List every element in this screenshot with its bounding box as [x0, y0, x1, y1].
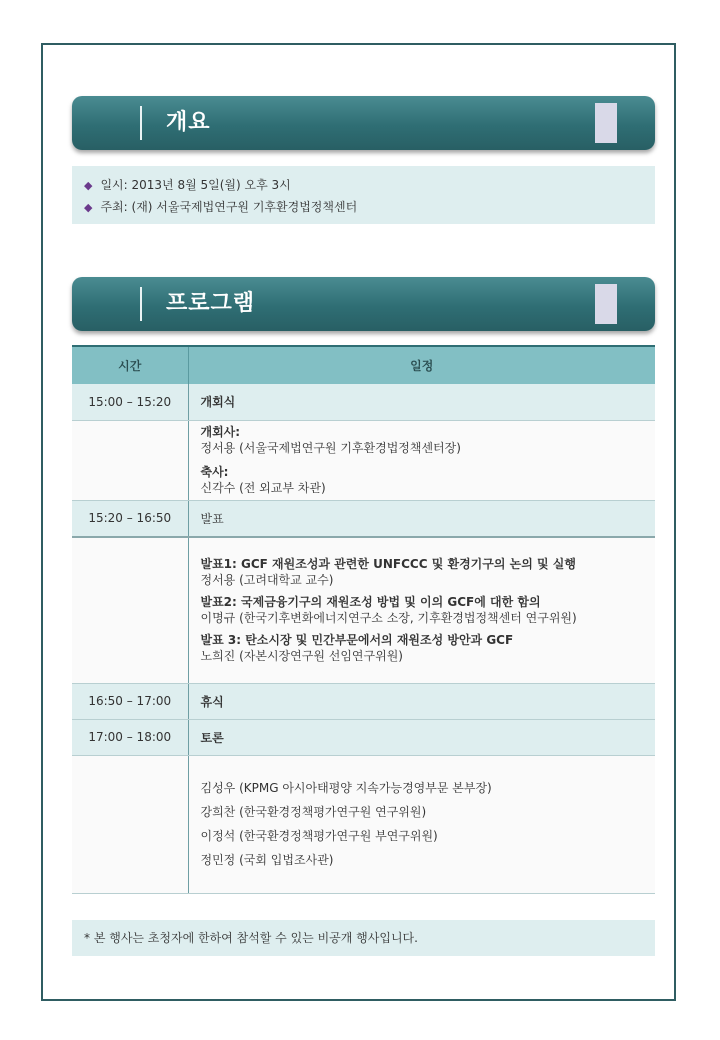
time-cell: 15:00 – 15:20 [72, 384, 188, 420]
overview-box [72, 166, 655, 224]
time-cell: 15:20 – 16:50 [72, 500, 188, 537]
program-title: 프로그램 [166, 291, 256, 316]
header-divider [140, 106, 142, 140]
panelist: 강희찬 (한국환경정책평가연구원 연구위원) [200, 805, 427, 819]
time-cell [72, 420, 188, 500]
session-title: 개회식 [188, 384, 655, 420]
overview-item-date: ◆ 일시: 2013년 8월 5일(월) 오후 3시 [84, 178, 291, 192]
table-row [72, 420, 655, 500]
time-cell: 17:00 – 18:00 [72, 719, 188, 755]
table-row [72, 719, 655, 755]
schedule-column-header: 일정 [188, 346, 655, 384]
presentation-1-title: 발표1: GCF 재원조성과 관련한 UNFCCC 및 환경기구의 논의 및 실행 [200, 557, 576, 572]
congrats-speaker: 신각수 (전 외교부 차관) [200, 481, 326, 495]
presentation-3-speaker: 노희진 (자본시장연구원 선임연구위원) [200, 649, 403, 664]
presentation-3-title: 발표 3: 탄소시장 및 민간부문에서의 재원조성 방안과 GCF [200, 633, 514, 648]
diamond-bullet-icon: ◆ [84, 201, 93, 214]
time-cell: 16:50 – 17:00 [72, 683, 188, 719]
header-tab-decoration [595, 103, 617, 143]
table-header-row [72, 346, 655, 384]
table-row [72, 755, 655, 893]
panel-details [188, 755, 655, 893]
overview-section-header [72, 96, 655, 150]
opening-details [188, 420, 655, 500]
table-row [72, 384, 655, 420]
panelist: 김성우 (KPMG 아시아태평양 지속가능경영부문 본부장) [200, 781, 492, 795]
panelist: 이정석 (한국환경정책평가연구원 부연구위원) [200, 829, 438, 843]
time-column-header: 시간 [72, 346, 188, 384]
presentations-details [188, 537, 655, 683]
overview-title: 개요 [166, 110, 211, 135]
session-title: 휴식 [188, 683, 655, 719]
presentation-2-speaker: 이명규 (한국기후변화에너지연구소 소장, 기후환경법정책센터 연구위원) [200, 611, 577, 626]
diamond-bullet-icon: ◆ [84, 179, 93, 192]
table-row [72, 537, 655, 683]
footnote-box [72, 920, 655, 956]
header-divider [140, 287, 142, 321]
table-row [72, 683, 655, 719]
program-section-header [72, 277, 655, 331]
opening-speaker: 정서용 (서울국제법연구원 기후환경법정책센터장) [200, 441, 461, 455]
table-row [72, 500, 655, 537]
presentation-1-speaker: 정서용 (고려대학교 교수) [200, 573, 334, 588]
time-cell [72, 537, 188, 683]
session-title: 토론 [188, 719, 655, 755]
program-table [72, 345, 655, 894]
congrats-label: 축사: [200, 465, 229, 479]
session-title: 발표 [188, 500, 655, 537]
overview-item-host: ◆ 주최: (재) 서울국제법연구원 기후환경법정책센터 [84, 200, 358, 214]
panelist: 정민정 (국회 입법조사관) [200, 853, 334, 867]
presentation-2-title: 발표2: 국제금융기구의 재원조성 방법 및 이의 GCF에 대한 함의 [200, 595, 541, 610]
footnote-text: * 본 행사는 초청자에 한하여 참석할 수 있는 비공개 행사입니다. [84, 931, 418, 945]
header-tab-decoration [595, 284, 617, 324]
time-cell [72, 755, 188, 893]
opening-label: 개회사: [200, 425, 241, 439]
